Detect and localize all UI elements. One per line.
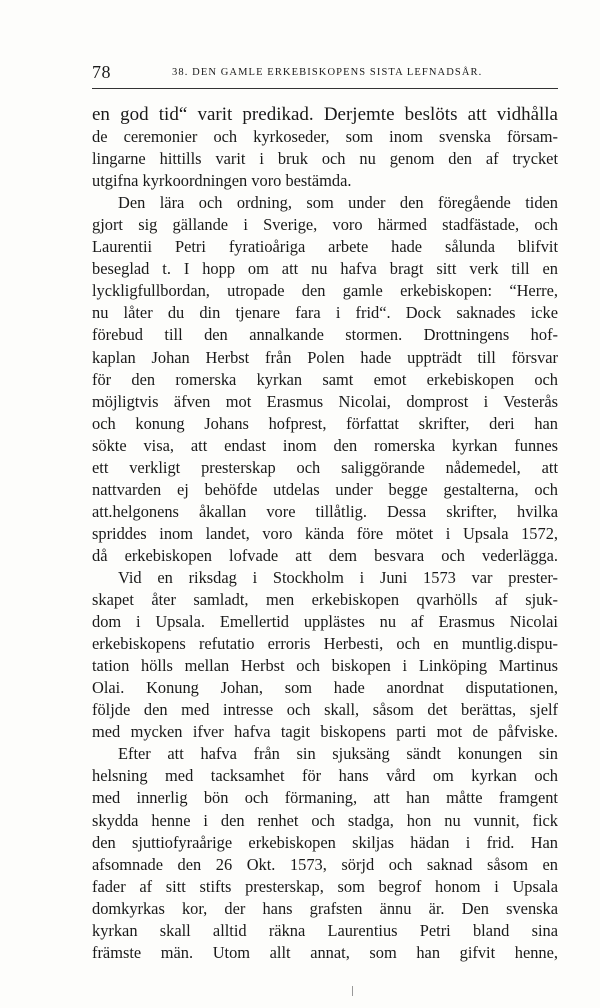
text-line: lingarne hittills varit i bruk och nu genom den af trycket bbox=[92, 149, 558, 169]
text-line: de ceremonier och kyrkoseder, som inom svenska försam- bbox=[92, 127, 558, 147]
text-line: och konung Johans hofprest, författat skrifter, deri han bbox=[92, 413, 558, 433]
text-line: med innerlig bön och förmaning, att han måtte framgent bbox=[92, 788, 558, 808]
text-line: en god tid“ varit predikad. Derjemte beslöts att vidhålla bbox=[92, 104, 558, 125]
text-line: sökte visa, att endast inom den romerska kyrkan funnes bbox=[92, 435, 558, 455]
text-line: Olai. Konung Johan, som hade anordnat disputationen, bbox=[92, 678, 558, 698]
text-line: tation hölls mellan Herbst och biskopen i Linköping Martinus bbox=[92, 656, 558, 676]
text-line: följde den med intresse och skall, såsom det berättas, sjelf bbox=[92, 700, 558, 720]
text-line: då erkebiskopen lofvade att dem besvara och vederlägga. bbox=[92, 545, 558, 565]
text-line: den sjuttiofyraårige erkebiskopen skiljas hädan i frid. Han bbox=[92, 832, 558, 852]
text-line: dom i Upsala. Emellertid upplästes nu af Erasmus Nicolai bbox=[92, 612, 558, 632]
text-line: förebud till den annalkande stormen. Drottningens hof- bbox=[92, 325, 558, 345]
text-line: Den lära och ordning, som under den föregående tiden bbox=[118, 193, 558, 213]
page-number: 78 bbox=[92, 62, 111, 82]
running-head: 38. DEN GAMLE ERKEBISKOPENS SISTA LEFNADSÅR. bbox=[172, 67, 483, 78]
text-line: spriddes inom landet, voro kända före mötet i Upsala 1572, bbox=[92, 523, 558, 543]
page-edge-mark bbox=[352, 986, 353, 996]
text-line: fader af sitt stifts presterskap, som begrof honom i Upsala bbox=[92, 876, 558, 896]
text-line: främste män. Utom allt annat, som han gifvit henne, bbox=[92, 942, 558, 962]
text-line: att.helgonens åkallan vore tillåtlig. Dessa skrifter, hvilka bbox=[92, 501, 558, 521]
text-line: för den romerska kyrkan samt emot erkebiskopen och bbox=[92, 369, 558, 389]
text-line: nattvarden ej behöfde utdelas under begge gestalterna, och bbox=[92, 479, 558, 499]
text-line: nu låter du din tjenare fara i frid“. Dock saknades icke bbox=[92, 303, 558, 323]
text-line: kaplan Johan Herbst från Polen hade uppträdt till försvar bbox=[92, 347, 558, 367]
text-line: skapet åter samladt, men erkebiskopen qvarhölls af sjuk- bbox=[92, 590, 558, 610]
text-line: skydda henne i den renhet och stadga, hon nu vunnit, fick bbox=[92, 810, 558, 830]
text-line: med mycken ifver hafva tagit biskopens parti mot de påfviske. bbox=[92, 722, 558, 742]
text-line: utgifna kyrkoordningen voro bestämda. bbox=[92, 171, 352, 191]
text-line: Efter att hafva från sin sjuksäng sändt konungen sin bbox=[118, 744, 558, 764]
text-line: ett verkligt presterskap och saliggörande nådemedel, att bbox=[92, 457, 558, 477]
text-line: kyrkan skall alltid räkna Laurentius Petri bland sina bbox=[92, 920, 558, 940]
page-header bbox=[92, 62, 558, 89]
text-line: afsomnade den 26 Okt. 1573, sörjd och saknad såsom en bbox=[92, 854, 558, 874]
text-line: möjligtvis äfven mot Erasmus Nicolai, domprost i Vesterås bbox=[92, 391, 558, 411]
body-text bbox=[92, 104, 558, 964]
text-line: Vid en riksdag i Stockholm i Juni 1573 var prester- bbox=[118, 567, 558, 587]
text-line: helsning med tacksamhet för hans vård om kyrkan och bbox=[92, 766, 558, 786]
text-line: beseglad t. I hopp om att nu hafva bragt sitt verk till en bbox=[92, 259, 558, 279]
text-line: gjort sig gällande i Sverige, voro härmed stadfästade, och bbox=[92, 215, 558, 235]
text-line: Laurentii Petri fyratioåriga arbete hade sålunda blifvit bbox=[92, 237, 558, 257]
text-line: lyckligfullbordan, utropade den gamle erkebiskopen: “Herre, bbox=[92, 281, 558, 301]
text-line: erkebiskopens refutatio erroris Herbesti, och en muntlig.dispu- bbox=[92, 634, 558, 654]
text-line: domkyrkas kor, der hans grafsten ännu är. Den svenska bbox=[92, 898, 558, 918]
